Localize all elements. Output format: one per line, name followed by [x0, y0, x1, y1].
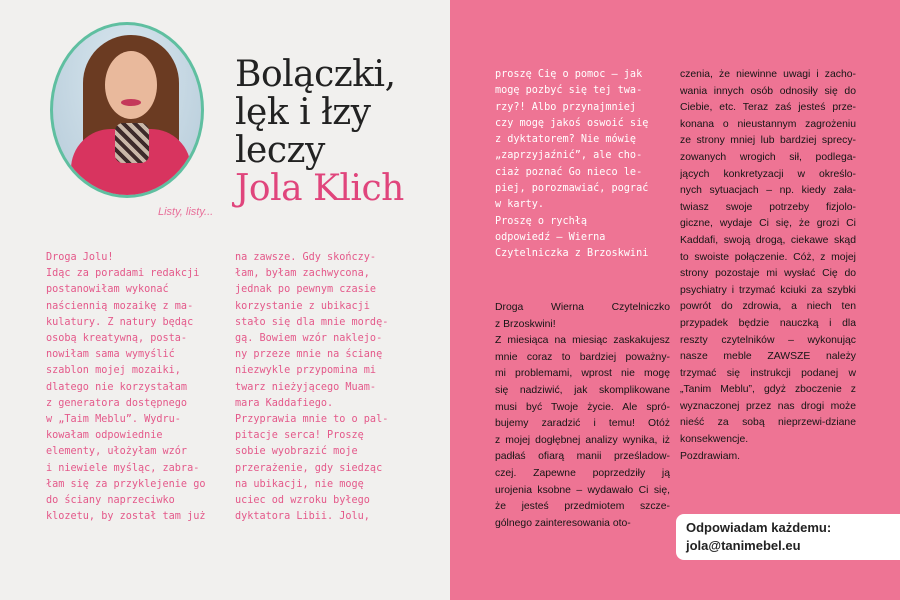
answer-column-2	[680, 67, 856, 465]
text-line: mi problemami, wprost nie mogę	[495, 368, 670, 380]
text-line: niezwykle przypomina mi	[235, 365, 377, 377]
text-line: Z miesiąca na miesiąc zaskakujesz	[495, 335, 670, 347]
text-line: przypadek będzie nauczką i dla	[680, 317, 856, 329]
text-line: dlatego nie korzystałam	[46, 381, 188, 393]
text-line: na ubikacji, nie mogę	[235, 478, 364, 490]
text-line: Proszę o rychłą	[495, 215, 588, 227]
text-line: powrót do zdrowia, a niech ten	[680, 301, 856, 313]
text-line: twiasz swoje potrzeby fizjolo-	[680, 201, 856, 213]
text-line: twarz nieżyjącego Muam-	[235, 381, 377, 393]
text-line: ze strony mniej lub bardziej sprecy-	[680, 135, 856, 147]
text-line: osobą kreatywną, posta-	[46, 333, 188, 345]
text-line: ny przeze mnie na ścianę	[235, 349, 383, 361]
text-line: z mojej dogłębnej analizy wynika, iż	[495, 434, 670, 446]
text-line: korzystanie z ubikacji	[235, 300, 370, 312]
text-line: z generatora dostępnego	[46, 397, 188, 409]
text-line: stało się dla mnie mordę-	[235, 316, 389, 328]
text-line: mnie coraz to bardziej poważny-	[495, 351, 670, 363]
text-line: reszty czytelników – wykonując	[680, 334, 856, 346]
text-line: giczne, wydaje Ci się, że grozi Ci	[680, 218, 856, 230]
author-name: Jola Klich	[235, 168, 404, 209]
text-line: Pozdrawiam.	[680, 450, 741, 462]
text-line: się nadziwić, jak skomplikowane	[495, 384, 670, 396]
letter-column-1	[46, 250, 224, 525]
text-line: kulatury. Z natury będąc	[46, 316, 194, 328]
letter-column-2	[235, 250, 425, 525]
text-line: ciaż poznać Go nieco le-	[495, 166, 643, 178]
text-line: na zawsze. Gdy skończy-	[235, 252, 377, 263]
title-line: leczy	[235, 130, 325, 171]
text-line: kowałam odpowiednie	[46, 430, 163, 442]
text-line: rzy?! Albo przynajmniej	[495, 101, 637, 113]
text-line: dyktatora Libii. Jolu,	[235, 511, 370, 523]
text-line: Kaddafi, swoją drogą, ciekawe skąd	[680, 234, 856, 246]
text-line: naściennią mozaikę z ma-	[46, 300, 194, 312]
text-line: łam się za przyklejenie go	[46, 478, 206, 490]
text-line: czej. Zapewne poprzedziły ją	[495, 467, 670, 479]
text-line: trzymać się instrukcji podanej w	[680, 367, 856, 379]
text-line: elementy, ułożyłam wzór	[46, 446, 188, 458]
text-line: Czytelniczka z Brzoskwini	[495, 248, 649, 260]
text-line: wania innych osób odnosiły się do	[680, 85, 856, 97]
contact-box	[676, 514, 900, 560]
text-line: czy mogę jakoś oswoić się	[495, 117, 649, 129]
text-line: „Tanim Meblu”, gdyż zboczenie z	[680, 384, 856, 396]
text-line: postanowiłam wykonać	[46, 284, 169, 296]
text-line: nieść za sobą nieprzewi-dziane	[680, 417, 856, 429]
text-line: piej, porozmawiać, pograć	[495, 183, 649, 195]
text-line: to swoiste połączenie. Cóż, z mojej	[680, 251, 856, 263]
text-line: wyznaczonej przez nas drogi może	[680, 400, 856, 412]
text-line: uciec od wzroku byłego	[235, 495, 370, 507]
text-line: mara Kaddafiego.	[235, 397, 334, 409]
text-line: Ciebie, etc. Teraz zaś jesteś prze-	[680, 102, 856, 114]
text-line: do ściany naprzeciwko	[46, 495, 175, 507]
text-line: pitacje serca! Proszę	[235, 430, 364, 442]
author-photo	[50, 22, 204, 198]
text-line: Droga Jolu!	[46, 252, 114, 263]
text-line: sobie wyobrazić moje	[235, 446, 358, 458]
title-line: Bolączki,	[235, 54, 396, 95]
text-line: z Brzoskwini!	[495, 318, 556, 330]
text-line: klozetu, by został tam już	[46, 511, 206, 523]
text-line: w karty.	[495, 199, 545, 211]
text-line: mogę pozbyć się tej twa-	[495, 85, 643, 97]
letter-column-3	[495, 67, 670, 263]
page-title	[235, 56, 404, 208]
text-line: strony pozostaje mi wysłać Cię do	[680, 268, 856, 280]
text-line: jednak po pewnym czasie	[235, 284, 377, 296]
text-line: padłaś ofiarą manii prześladow-	[495, 451, 670, 463]
text-line: Idąc za poradami redakcji	[46, 268, 200, 280]
contact-email[interactable]: jola@tanimebel.eu	[686, 538, 801, 553]
text-line: konsekwencje.	[680, 434, 749, 446]
text-line: „zaprzyjaźnić”, ale cho-	[495, 150, 643, 162]
text-line: zowanych wrogich sił, podlega-	[680, 151, 856, 163]
text-line: łam, byłam zachwycona,	[235, 268, 370, 280]
contact-label: Odpowiadam każdemu:	[686, 520, 832, 535]
text-line: w „Taim Meblu”. Wydru-	[46, 414, 181, 426]
text-line: z dyktatorem? Nie mówię	[495, 134, 637, 146]
text-line: nych sytuacjach – np. kiedy zała-	[680, 185, 856, 197]
text-line: odpowiedź – Wierna	[495, 231, 606, 243]
title-line: lęk i łzy	[235, 92, 371, 133]
answer-column-1	[495, 300, 670, 532]
text-line: psychiatry i trzymać kciuki za szybki	[680, 284, 856, 296]
text-line: przerażenie, gdy siedząc	[235, 462, 383, 474]
text-line: że jesteś przedmiotem szcze-	[495, 501, 670, 513]
text-line: gą. Bowiem wzór naklejo-	[235, 333, 383, 345]
text-line: konana o nieustannym zagrożeniu	[680, 118, 856, 130]
text-line: musi być Twoje życie. Ale spró-	[495, 401, 670, 413]
text-line: szablon mojej mozaiki,	[46, 365, 181, 377]
text-line: czenia, że niewinne uwagi i zacho-	[680, 69, 856, 80]
text-line: Przyprawia mnie to o pal-	[235, 414, 389, 426]
text-line: i niewiele myśląc, zabra-	[46, 462, 200, 474]
text-line: jących konkretyzacji w określo-	[680, 168, 856, 180]
text-line: nasze meble ZAWSZE należy	[680, 351, 856, 363]
text-line: gólnego zainteresowania oto-	[495, 517, 631, 529]
text-line: proszę Cię o pomoc – jak	[495, 69, 643, 80]
text-line: Droga Wierna Czytelniczko	[495, 302, 670, 313]
text-line: bujemy zaradzić i temu! Otóż	[495, 418, 670, 430]
column-caption: Listy, listy...	[158, 206, 214, 218]
text-line: urojenia ksobne – wydawało Ci się,	[495, 484, 670, 496]
text-line: nowiłam sama wymyślić	[46, 349, 175, 361]
